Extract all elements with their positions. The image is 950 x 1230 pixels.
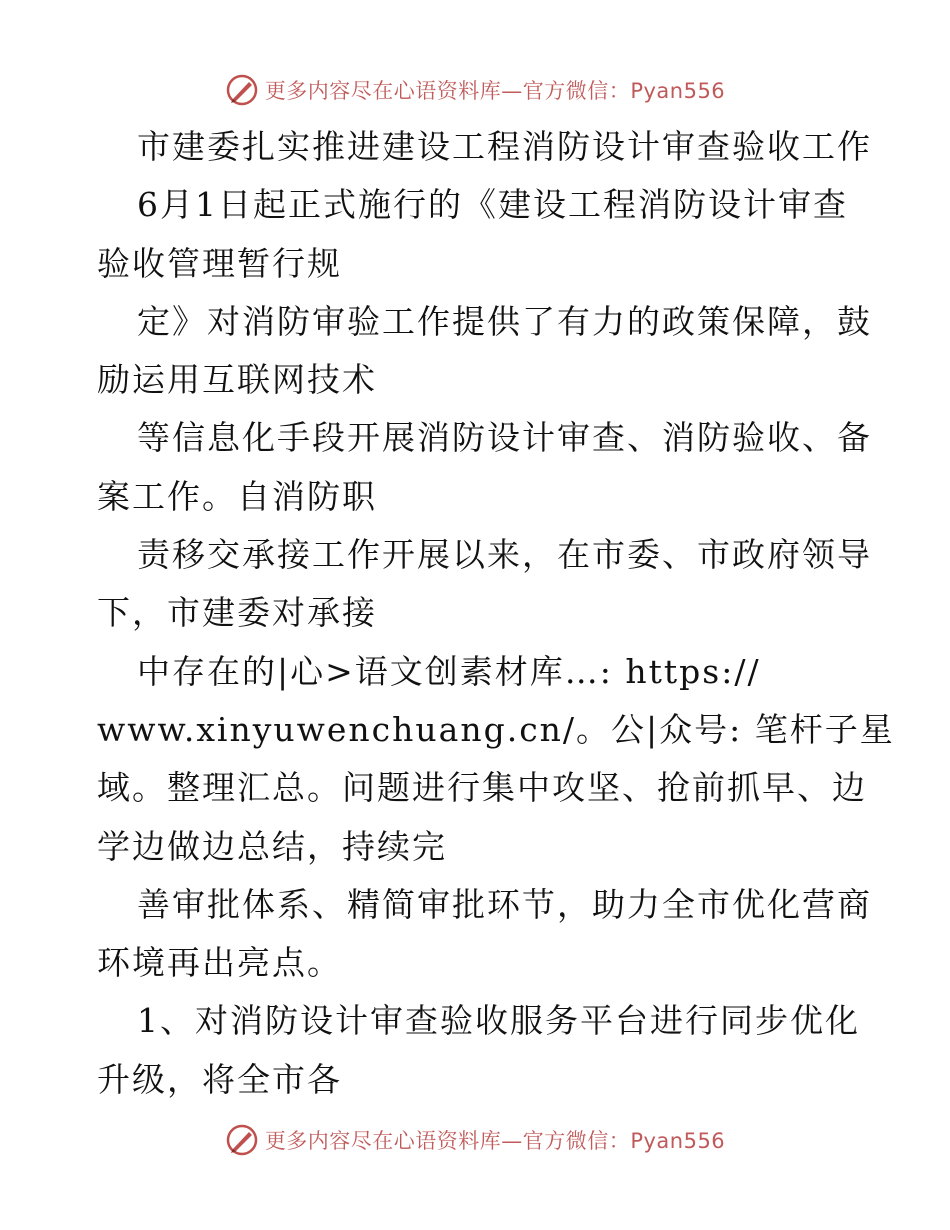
banner-text: 更多内容尽在心语资料库—官方微信：Pyan556 [264,79,726,103]
text-line: www.xinyuwenchuang.cn/。公|众号: 笔杆子星 [97,709,895,749]
text-line: 环境再出亮点。 [97,943,342,983]
text-line: 责移交承接工作开展以来，在市委、市政府领导 [137,535,872,575]
text-line: 1、对消防设计审查验收服务平台进行同步优化 [137,1001,860,1041]
text-line: 定》对消防审验工作提供了有力的政策保障，鼓 [137,301,872,341]
text-line: 升级，将全市各 [97,1059,342,1099]
text-line: 6月1日起正式施行的《建设工程消防设计审查 [137,185,848,225]
text-line: 市建委扎实推进建设工程消防设计审查验收工作 [137,127,872,166]
pen-logo-icon [225,1123,259,1157]
text-line: 等信息化手段开展消防设计审查、消防验收、备 [137,418,872,458]
header-banner [0,72,950,108]
text-line: 下，市建委对承接 [97,593,377,633]
text-line: 验收管理暂行规 [97,243,342,283]
wechat-id: Pyan556 [630,79,726,103]
wechat-id: Pyan556 [630,1129,726,1153]
document-body [97,118,895,1109]
pen-logo-icon [225,73,259,107]
text-line: 域。整理汇总。问题进行集中攻坚、抢前抓早、边 [97,768,867,808]
text-line: 中存在的|心>语文创素材库…: https:// [137,651,761,691]
text-line: 学边做边总结，持续完 [97,826,447,866]
text-line: 励运用互联网技术 [97,360,377,400]
footer-banner [0,1122,950,1158]
text-line: 善审批体系、精简审批环节，助力全市优化营商 [137,884,872,924]
text-line: 案工作。自消防职 [97,476,377,516]
banner-text: 更多内容尽在心语资料库—官方微信：Pyan556 [264,1129,726,1153]
